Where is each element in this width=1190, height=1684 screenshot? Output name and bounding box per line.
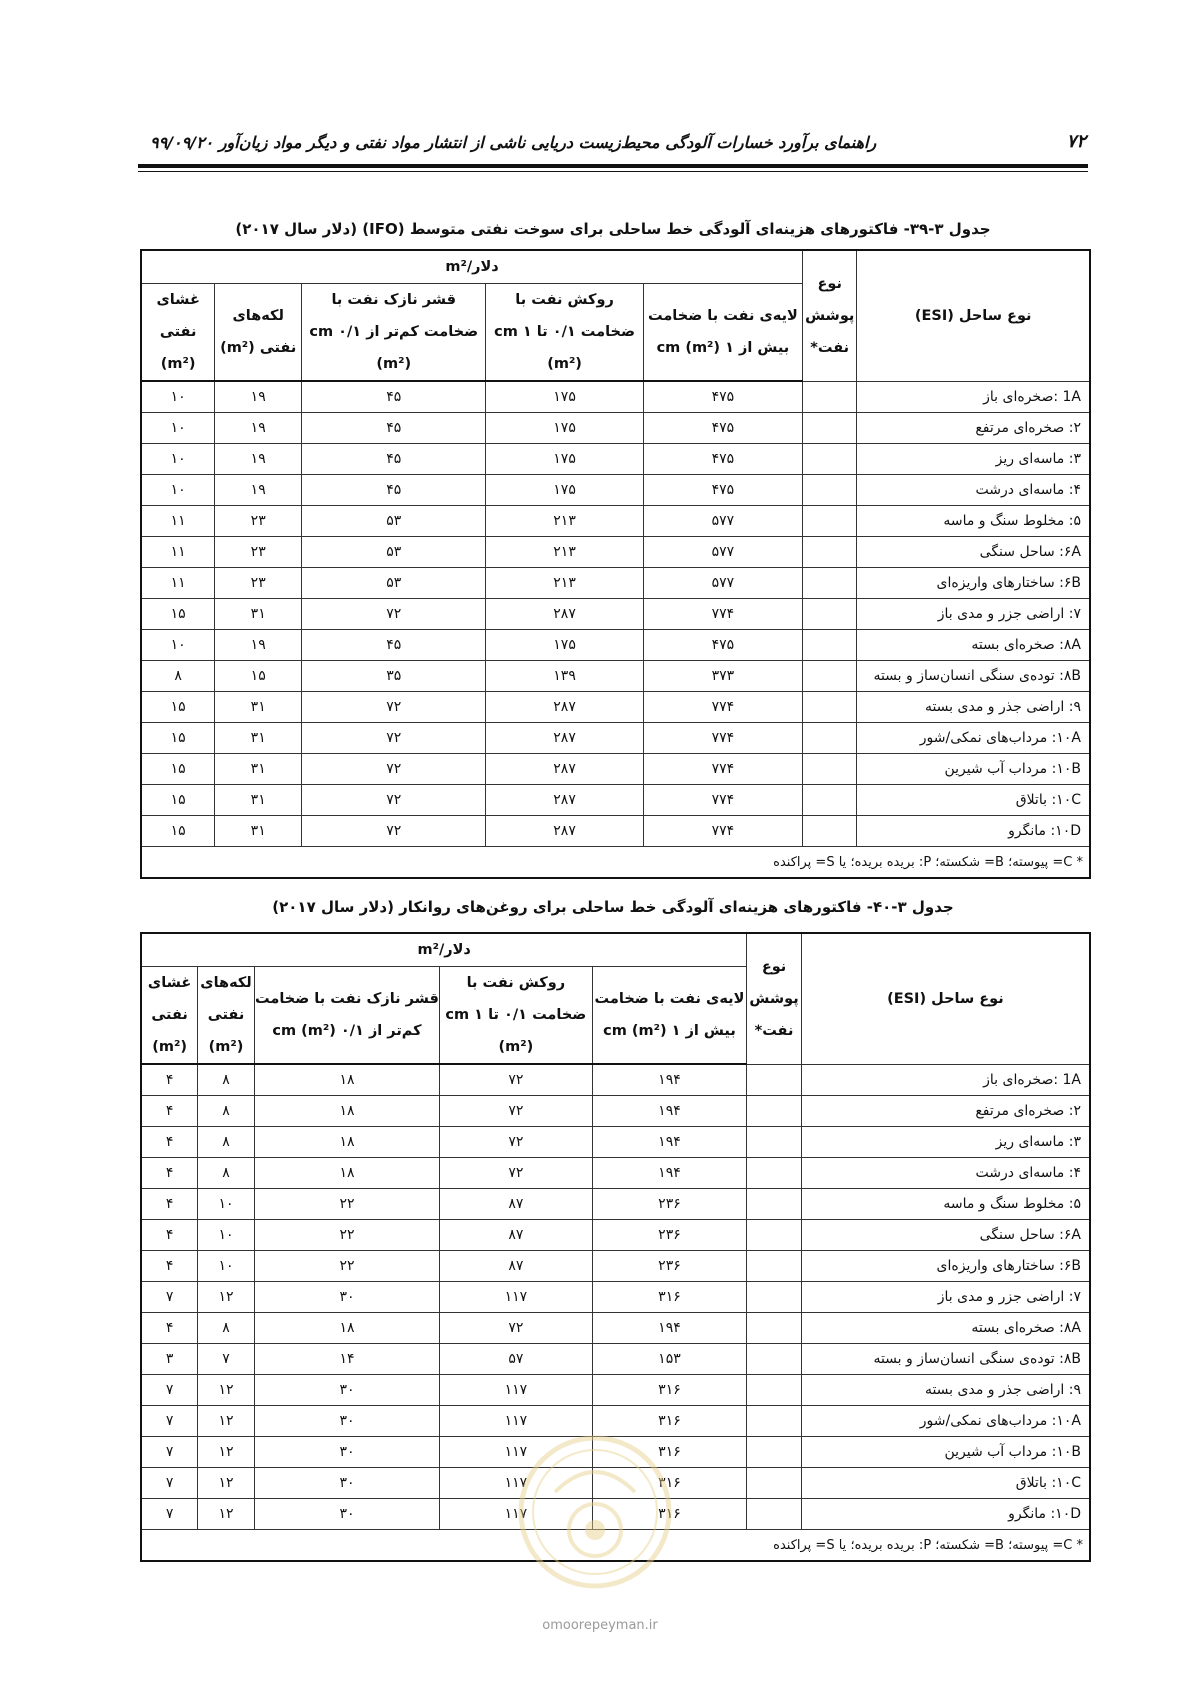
cell-thick: ۴۷۵ — [643, 475, 802, 506]
table-row — [141, 1220, 1090, 1251]
cell-coat: ۷۲ — [440, 1127, 593, 1158]
table-row — [141, 1158, 1090, 1189]
cell-thin: ۵۳ — [302, 568, 486, 599]
cell-esi: ۱۰B: مرداب آب شیرین — [857, 754, 1090, 785]
cell-coat: ۱۱۷ — [440, 1282, 593, 1313]
cell-coverage — [803, 785, 857, 816]
cell-coat: ۸۷ — [440, 1220, 593, 1251]
cell-esi: ۱۰A: مرداب‌های نمکی/شور — [801, 1406, 1090, 1437]
cell-coat: ۲۸۷ — [486, 723, 643, 754]
table-row — [141, 568, 1090, 599]
cell-esi: ۱۰C: باتلاق — [857, 785, 1090, 816]
cell-coverage — [747, 1468, 801, 1499]
cell-film: ۱۰ — [141, 630, 215, 661]
cell-coverage — [747, 1251, 801, 1282]
cell-patches: ۱۲ — [198, 1282, 255, 1313]
cell-film: ۷ — [141, 1375, 198, 1406]
header-esi: نوع ساحل (ESI) — [857, 250, 1090, 381]
cell-patches: ۱۲ — [198, 1375, 255, 1406]
cell-coverage — [803, 475, 857, 506]
table-row — [141, 599, 1090, 630]
cell-film: ۸ — [141, 661, 215, 692]
cell-thin: ۳۵ — [302, 661, 486, 692]
table-row — [141, 816, 1090, 847]
cell-coverage — [803, 506, 857, 537]
table-row — [141, 1251, 1090, 1282]
table-row — [141, 537, 1090, 568]
header-coat: روکش نفت با ضخامت ۰/۱ تا ۱ cm (m²) — [440, 967, 593, 1065]
cell-thick: ۴۷۵ — [643, 630, 802, 661]
cell-patches: ۱۹ — [215, 381, 302, 413]
cell-thin: ۲۲ — [254, 1189, 439, 1220]
cell-coat: ۲۸۷ — [486, 692, 643, 723]
cell-thick: ۴۷۵ — [643, 381, 802, 413]
cell-patches: ۲۳ — [215, 537, 302, 568]
cell-esi: ۹: اراضی جذر و مدی بسته — [801, 1375, 1090, 1406]
cell-film: ۱۱ — [141, 506, 215, 537]
cell-esi: 1A :صخره‌ای باز — [857, 381, 1090, 413]
cell-coverage — [747, 1158, 801, 1189]
cell-esi: ۱۰B: مرداب آب شیرین — [801, 1437, 1090, 1468]
cell-coverage — [803, 630, 857, 661]
cell-patches: ۱۲ — [198, 1499, 255, 1530]
cell-coverage — [803, 599, 857, 630]
cell-coverage — [747, 1499, 801, 1530]
cell-thick: ۳۱۶ — [592, 1468, 747, 1499]
cell-esi: ۶A: ساحل سنگی — [801, 1220, 1090, 1251]
table-row — [141, 506, 1090, 537]
cell-thick: ۵۷۷ — [643, 506, 802, 537]
cell-film: ۴ — [141, 1096, 198, 1127]
table-row — [141, 1344, 1090, 1375]
cell-coverage — [803, 444, 857, 475]
cell-coverage — [747, 1096, 801, 1127]
cell-film: ۷ — [141, 1406, 198, 1437]
header-film: غشای نفتی (m²) — [141, 284, 215, 382]
table-row — [141, 1096, 1090, 1127]
cell-patches: ۱۲ — [198, 1468, 255, 1499]
cell-thin: ۳۰ — [254, 1468, 439, 1499]
cell-coat: ۲۸۷ — [486, 754, 643, 785]
cell-coverage — [747, 1437, 801, 1468]
cell-thick: ۱۹۴ — [592, 1158, 747, 1189]
cell-esi: 1A :صخره‌ای باز — [801, 1064, 1090, 1096]
cell-thin: ۱۸ — [254, 1158, 439, 1189]
cell-coat: ۱۳۹ — [486, 661, 643, 692]
cell-esi: ۸B: توده‌ی سنگی انسان‌ساز و بسته — [801, 1344, 1090, 1375]
header-thin: قشر نازک نفت با ضخامت کم‌تر از ۰/۱ cm (m²) — [254, 967, 439, 1065]
cell-thin: ۷۲ — [302, 785, 486, 816]
cell-esi: ۵: مخلوط سنگ و ماسه — [857, 506, 1090, 537]
cell-coverage — [803, 661, 857, 692]
cell-coat: ۱۷۵ — [486, 475, 643, 506]
cell-coat: ۲۸۷ — [486, 785, 643, 816]
cell-film: ۷ — [141, 1468, 198, 1499]
cell-coverage — [803, 381, 857, 413]
cell-film: ۱۵ — [141, 692, 215, 723]
cell-esi: ۷: اراضی جزر و مدی باز — [857, 599, 1090, 630]
cell-thick: ۴۷۵ — [643, 413, 802, 444]
cell-esi: ۸A: صخره‌ای بسته — [801, 1313, 1090, 1344]
cell-thin: ۳۰ — [254, 1406, 439, 1437]
cell-coverage — [803, 816, 857, 847]
header-patches: لکه‌های نفتی (m²) — [215, 284, 302, 382]
cell-film: ۴ — [141, 1251, 198, 1282]
table-row — [141, 1313, 1090, 1344]
cell-patches: ۱۵ — [215, 661, 302, 692]
cell-patches: ۱۹ — [215, 413, 302, 444]
cell-patches: ۳۱ — [215, 754, 302, 785]
cell-film: ۴ — [141, 1189, 198, 1220]
cell-thick: ۳۱۶ — [592, 1499, 747, 1530]
cell-coverage — [803, 754, 857, 785]
cell-thin: ۱۸ — [254, 1064, 439, 1096]
cell-thick: ۲۳۶ — [592, 1220, 747, 1251]
cell-esi: ۶A: ساحل سنگی — [857, 537, 1090, 568]
cell-esi: ۱۰A: مرداب‌های نمکی/شور — [857, 723, 1090, 754]
cell-film: ۱۵ — [141, 785, 215, 816]
table-row — [141, 723, 1090, 754]
table-row — [141, 785, 1090, 816]
cell-thick: ۱۹۴ — [592, 1127, 747, 1158]
cell-thick: ۳۱۶ — [592, 1406, 747, 1437]
cell-patches: ۱۲ — [198, 1406, 255, 1437]
cell-patches: ۱۰ — [198, 1189, 255, 1220]
cell-coat: ۱۱۷ — [440, 1375, 593, 1406]
cell-patches: ۳۱ — [215, 816, 302, 847]
header-esi: نوع ساحل (ESI) — [801, 933, 1090, 1064]
watermark-url: omoorepeyman.ir — [542, 1618, 658, 1633]
cell-film: ۱۵ — [141, 816, 215, 847]
header-thin: قشر نازک نفت با ضخامت کم‌تر از ۰/۱ cm (m²) — [302, 284, 486, 382]
cell-thick: ۱۹۴ — [592, 1064, 747, 1096]
table-row — [141, 1375, 1090, 1406]
table-row — [141, 1127, 1090, 1158]
cell-patches: ۷ — [198, 1344, 255, 1375]
cell-coat: ۱۷۵ — [486, 444, 643, 475]
cell-coverage — [747, 1375, 801, 1406]
cell-coat: ۱۷۵ — [486, 630, 643, 661]
table-row — [141, 1189, 1090, 1220]
cell-patches: ۳۱ — [215, 692, 302, 723]
cell-esi: ۹: اراضی جذر و مدی بسته — [857, 692, 1090, 723]
cell-thin: ۳۰ — [254, 1282, 439, 1313]
cell-thin: ۴۵ — [302, 630, 486, 661]
cell-thin: ۷۲ — [302, 723, 486, 754]
cell-thin: ۳۰ — [254, 1499, 439, 1530]
table-row — [141, 444, 1090, 475]
table-1-caption: جدول ۳-۳۹- فاکتورهای هزینه‌ای آلودگی خط ساحلی برای سوخت نفتی متوسط (IFO) (دلار سال ۲۰۱۷) — [235, 220, 991, 238]
cell-coat: ۱۷۵ — [486, 381, 643, 413]
cell-esi: ۸A: صخره‌ای بسته — [857, 630, 1090, 661]
cell-thick: ۷۷۴ — [643, 723, 802, 754]
cell-thin: ۷۲ — [302, 754, 486, 785]
cell-thick: ۱۹۴ — [592, 1096, 747, 1127]
cell-thin: ۴۵ — [302, 475, 486, 506]
cell-coat: ۱۷۵ — [486, 413, 643, 444]
cell-coat: ۷۲ — [440, 1158, 593, 1189]
cell-coverage — [803, 568, 857, 599]
cell-coverage — [747, 1189, 801, 1220]
cell-thick: ۳۷۳ — [643, 661, 802, 692]
table-2-caption: جدول ۳-۴۰- فاکتورهای هزینه‌ای آلودگی خط ساحلی برای روغن‌های روانکار (دلار سال ۲۰۱۷) — [272, 898, 954, 916]
cell-film: ۱۵ — [141, 723, 215, 754]
header-unit: دلار/m² — [141, 933, 747, 967]
header-thick: لایه‌ی نفت با ضخامت بیش از ۱ cm (m²) — [592, 967, 747, 1065]
cell-patches: ۳۱ — [215, 785, 302, 816]
cell-thin: ۵۳ — [302, 506, 486, 537]
header-rule-thin — [138, 171, 1088, 172]
cell-patches: ۱۰ — [198, 1251, 255, 1282]
cell-thin: ۷۲ — [302, 599, 486, 630]
cell-esi: ۴: ماسه‌ای درشت — [801, 1158, 1090, 1189]
cell-coat: ۸۷ — [440, 1189, 593, 1220]
cell-thick: ۳۱۶ — [592, 1437, 747, 1468]
cell-esi: ۱۰C: باتلاق — [801, 1468, 1090, 1499]
cell-thick: ۲۳۶ — [592, 1189, 747, 1220]
header-patches: لکه‌های نفتی (m²) — [198, 967, 255, 1065]
cell-thick: ۷۷۴ — [643, 692, 802, 723]
header-coverage: نوع پوشش نفت* — [803, 250, 857, 381]
running-date: ۹۹/۰۹/۲۰ — [150, 133, 214, 152]
cell-thick: ۷۷۴ — [643, 816, 802, 847]
cell-esi: ۳: ماسه‌ای ریز — [857, 444, 1090, 475]
cell-film: ۱۰ — [141, 381, 215, 413]
cell-thin: ۱۸ — [254, 1127, 439, 1158]
cell-thin: ۴۵ — [302, 381, 486, 413]
cell-coat: ۲۱۳ — [486, 537, 643, 568]
cell-film: ۱۱ — [141, 537, 215, 568]
cell-patches: ۱۹ — [215, 475, 302, 506]
cell-coverage — [747, 1344, 801, 1375]
header-unit: دلار/m² — [141, 250, 803, 284]
cell-patches: ۸ — [198, 1064, 255, 1096]
cell-esi: ۱۰D: مانگرو — [857, 816, 1090, 847]
cell-patches: ۳۱ — [215, 599, 302, 630]
cell-film: ۴ — [141, 1158, 198, 1189]
cell-thin: ۵۳ — [302, 537, 486, 568]
cell-coat: ۲۱۳ — [486, 568, 643, 599]
cell-thin: ۷۲ — [302, 692, 486, 723]
cell-coat: ۲۱۳ — [486, 506, 643, 537]
table-row — [141, 1064, 1090, 1096]
cell-coverage — [747, 1220, 801, 1251]
cell-thick: ۳۱۶ — [592, 1282, 747, 1313]
header-coverage: نوع پوشش نفت* — [747, 933, 801, 1064]
cell-patches: ۸ — [198, 1158, 255, 1189]
cell-patches: ۱۹ — [215, 630, 302, 661]
header-rule-thick — [138, 164, 1088, 168]
cell-esi: ۷: اراضی جزر و مدی باز — [801, 1282, 1090, 1313]
cell-thick: ۵۷۷ — [643, 537, 802, 568]
cell-film: ۷ — [141, 1499, 198, 1530]
cell-coat: ۷۲ — [440, 1313, 593, 1344]
cell-coat: ۱۱۷ — [440, 1437, 593, 1468]
cell-patches: ۸ — [198, 1313, 255, 1344]
cell-coverage — [803, 537, 857, 568]
cell-esi: ۳: ماسه‌ای ریز — [801, 1127, 1090, 1158]
cell-thick: ۱۹۴ — [592, 1313, 747, 1344]
table-2-note: * C= پیوسته؛ B= شکسته؛ P: بریده بریده؛ یا S= پراکنده — [141, 1530, 1090, 1562]
cell-coat: ۷۲ — [440, 1064, 593, 1096]
table-1 — [140, 249, 1091, 879]
cell-thick: ۲۳۶ — [592, 1251, 747, 1282]
table-row — [141, 475, 1090, 506]
cell-thin: ۲۲ — [254, 1220, 439, 1251]
header-coat: روکش نفت با ضخامت ۰/۱ تا ۱ cm (m²) — [486, 284, 643, 382]
cell-film: ۷ — [141, 1437, 198, 1468]
cell-film: ۴ — [141, 1220, 198, 1251]
cell-coverage — [747, 1313, 801, 1344]
publisher-seal-watermark — [515, 1432, 675, 1592]
table-row — [141, 413, 1090, 444]
table-1-note: * C= پیوسته؛ B= شکسته؛ P: بریده بریده؛ یا S= پراکنده — [141, 847, 1090, 879]
header-film: غشای نفتی (m²) — [141, 967, 198, 1065]
cell-thin: ۲۲ — [254, 1251, 439, 1282]
cell-esi: ۱۰D: مانگرو — [801, 1499, 1090, 1530]
cell-film: ۱۰ — [141, 413, 215, 444]
page-number: ۷۲ — [1066, 131, 1086, 152]
cell-thick: ۵۷۷ — [643, 568, 802, 599]
cell-patches: ۸ — [198, 1096, 255, 1127]
cell-film: ۱۵ — [141, 754, 215, 785]
cell-coat: ۲۸۷ — [486, 599, 643, 630]
cell-coverage — [747, 1064, 801, 1096]
cell-patches: ۱۰ — [198, 1220, 255, 1251]
running-title — [140, 133, 876, 152]
cell-coat: ۱۱۷ — [440, 1499, 593, 1530]
cell-thin: ۱۸ — [254, 1313, 439, 1344]
cell-patches: ۳۱ — [215, 723, 302, 754]
cell-esi: ۶B: ساختارهای واریزه‌ای — [857, 568, 1090, 599]
cell-esi: ۵: مخلوط سنگ و ماسه — [801, 1189, 1090, 1220]
cell-thick: ۴۷۵ — [643, 444, 802, 475]
cell-thin: ۴۵ — [302, 413, 486, 444]
table-1-body — [141, 381, 1090, 847]
cell-patches: ۲۳ — [215, 506, 302, 537]
cell-coverage — [747, 1127, 801, 1158]
cell-coat: ۸۷ — [440, 1251, 593, 1282]
cell-coverage — [747, 1282, 801, 1313]
header-thick: لایه‌ی نفت با ضخامت بیش از ۱ cm (m²) — [643, 284, 802, 382]
cell-patches: ۱۲ — [198, 1437, 255, 1468]
cell-film: ۱۱ — [141, 568, 215, 599]
cell-coat: ۷۲ — [440, 1096, 593, 1127]
cell-thin: ۱۸ — [254, 1096, 439, 1127]
table-row — [141, 754, 1090, 785]
cell-coat: ۱۱۷ — [440, 1406, 593, 1437]
table-row — [141, 1282, 1090, 1313]
cell-patches: ۲۳ — [215, 568, 302, 599]
cell-patches: ۱۹ — [215, 444, 302, 475]
cell-coverage — [803, 692, 857, 723]
cell-thick: ۷۷۴ — [643, 599, 802, 630]
cell-esi: ۲: صخره‌ای مرتفع — [857, 413, 1090, 444]
cell-thick: ۷۷۴ — [643, 785, 802, 816]
table-row — [141, 630, 1090, 661]
cell-patches: ۸ — [198, 1127, 255, 1158]
cell-coat: ۱۱۷ — [440, 1468, 593, 1499]
cell-coverage — [747, 1406, 801, 1437]
cell-thin: ۱۴ — [254, 1344, 439, 1375]
cell-esi: ۸B: توده‌ی سنگی انسان‌ساز و بسته — [857, 661, 1090, 692]
cell-coat: ۲۸۷ — [486, 816, 643, 847]
cell-film: ۱۰ — [141, 475, 215, 506]
table-row — [141, 381, 1090, 413]
cell-film: ۴ — [141, 1064, 198, 1096]
table-row — [141, 661, 1090, 692]
cell-esi: ۶B: ساختارهای واریزه‌ای — [801, 1251, 1090, 1282]
cell-thick: ۷۷۴ — [643, 754, 802, 785]
cell-film: ۱۵ — [141, 599, 215, 630]
cell-film: ۷ — [141, 1282, 198, 1313]
cell-thin: ۴۵ — [302, 444, 486, 475]
cell-film: ۳ — [141, 1344, 198, 1375]
cell-coverage — [803, 413, 857, 444]
cell-thin: ۳۰ — [254, 1375, 439, 1406]
cell-coat: ۵۷ — [440, 1344, 593, 1375]
cell-film: ۴ — [141, 1127, 198, 1158]
running-header — [140, 127, 1086, 167]
cell-esi: ۲: صخره‌ای مرتفع — [801, 1096, 1090, 1127]
cell-film: ۱۰ — [141, 444, 215, 475]
cell-thick: ۱۵۳ — [592, 1344, 747, 1375]
cell-esi: ۴: ماسه‌ای درشت — [857, 475, 1090, 506]
table-row — [141, 692, 1090, 723]
cell-coverage — [803, 723, 857, 754]
running-title-text: راهنمای برآورد خسارات آلودگی محیط‌زیست دریایی ناشی از انتشار مواد نفتی و دیگر مواد زیان‌آور — [218, 133, 877, 152]
cell-film: ۴ — [141, 1313, 198, 1344]
cell-thin: ۷۲ — [302, 816, 486, 847]
cell-thick: ۳۱۶ — [592, 1375, 747, 1406]
cell-thin: ۳۰ — [254, 1437, 439, 1468]
